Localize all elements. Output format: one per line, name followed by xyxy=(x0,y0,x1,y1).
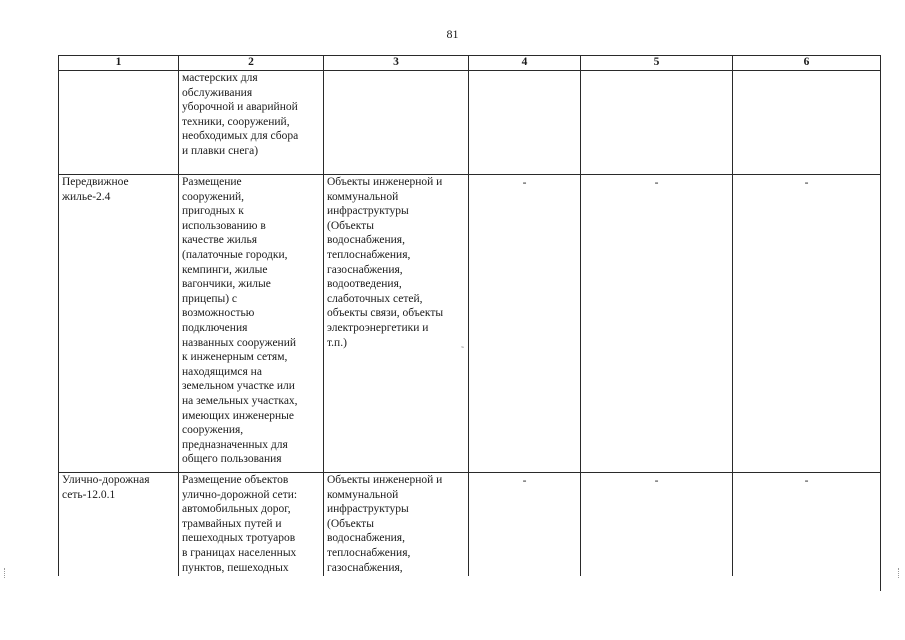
cell-description: Размещение сооружений, пригодных к использованию в качестве жилья (палаточные городки, кемпинги, жилые вагончики, жилые прицепы) с возможностью подключения названных сооружений к инженерным сетям, находящимся на земельном участке или на земельных участках, имеющих инженерные сооружения, предназначенных для общего пользования xyxy=(179,175,324,473)
cell-auxiliary: Объекты инженерной и коммунальной инфраструктуры (Объекты водоснабжения, теплоснабжения, газоснабжения, xyxy=(324,473,469,591)
cell-col-6: - xyxy=(733,473,881,591)
cell-use-type xyxy=(59,71,179,175)
page-number: 81 xyxy=(446,27,459,41)
header-col-2: 2 xyxy=(179,56,324,71)
header-col-3: 3 xyxy=(324,56,469,71)
header-col-1: 1 xyxy=(59,56,179,71)
cell-col-4: - xyxy=(469,175,581,473)
cell-auxiliary xyxy=(324,71,469,175)
table-row xyxy=(59,71,881,175)
header-col-6: 6 xyxy=(733,56,881,71)
cell-use-type: Улично-дорожная сеть-12.0.1 xyxy=(59,473,179,591)
header-col-4: 4 xyxy=(469,56,581,71)
scan-mark: ˷ xyxy=(461,338,464,348)
cell-use-type: Передвижное жилье-2.4 xyxy=(59,175,179,473)
cell-col-5: - xyxy=(581,473,733,591)
cell-col-4 xyxy=(469,71,581,175)
cell-col-6: - xyxy=(733,175,881,473)
cell-auxiliary: Объекты инженерной и коммунальной инфраструктуры (Объекты водоснабжения, теплоснабжения, газоснабжения, водоотведения, слаботочных сетей, объекты связи, объекты электроэнергетики и т.п.) xyxy=(324,175,469,473)
header-col-5: 5 xyxy=(581,56,733,71)
cell-col-4: - xyxy=(469,473,581,591)
left-margin-mark xyxy=(4,568,7,578)
table-row xyxy=(59,473,881,591)
cell-description: Размещение объектов улично-дорожной сети: автомобильных дорог, трамвайных путей и пешеходных тротуаров в границах населенных пунктов, пешеходных xyxy=(179,473,324,591)
cell-col-6 xyxy=(733,71,881,175)
cell-col-5 xyxy=(581,71,733,175)
page-bottom-margin xyxy=(58,576,880,640)
regulations-table xyxy=(58,55,881,591)
cell-description: мастерских для обслуживания уборочной и аварийной техники, сооружений, необходимых для сбора и плавки снега) xyxy=(179,71,324,175)
cell-col-5: - xyxy=(581,175,733,473)
right-margin-mark xyxy=(898,568,901,578)
header-row xyxy=(59,56,881,71)
table-row xyxy=(59,175,881,473)
